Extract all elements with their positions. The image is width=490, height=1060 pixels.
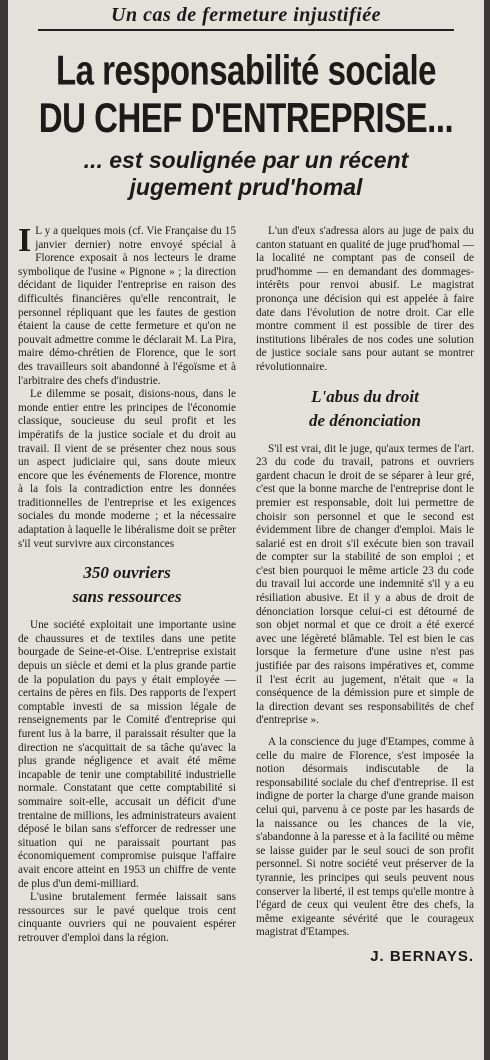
subheadline — [18, 147, 474, 201]
author-signature: J. BERNAYS. — [370, 947, 474, 965]
subhead-line-1: ... est soulignée par un récent — [83, 147, 409, 173]
paragraph-text: L y a quelques mois (cf. Vie Française du 15 janvier dernier) notre envoyé spécial à Florence exposait à nos lecteurs le drame symbolique de l'usine « Pignone » ; la direction décidant de liquider l'entreprise en raison des difficultés financières qu'elle rencontrait, le personnel répliquant que les fautes de gestion étaient la cause de cette fermeture et qu'on ne pouvait admettre comme le déclarait M. La Pira, maire démo-chrétien de Florence, que le sort des travailleurs soit abandonné à l'égoïsme et à l'arbitraire des chefs d'industrie. — [18, 225, 236, 387]
section-heading — [18, 561, 236, 609]
paragraph: L'usine brutalement fermée laissait sans ressources sur le pavé quelque trois cent cinquante ouvriers qui ne pouvaient espérer retrouver d'emploi dans la région. — [18, 891, 236, 944]
paragraph: Une société exploitait une importante usine de chaussures et de textiles dans une petite bourgade de Seine-et-Oise. L'entreprise existait depuis un siècle et demi et la plus grande partie de la population du pays y était employée — certains de pères en fils. Des rapports de l'expert comptable investi de sa mission légale de renseignements par le Comité d'entreprise qui furent lus à la barre, il paraissait résulter que la direction ne s'acquittait de sa tâche qu'avec la plus grande négligence et avait été même incapable de tenir une comptabilité industrielle normale. Constatant que cette comptabilité si sommaire soit-elle, accusait un déficit d'une trentaine de millions, les administrateurs avaient déposé le bilan sans s'efforcer de redresser une situation qui ne paraissait pourtant pas économiquement compromise puisque l'affaire avait encore atteint en 1953 un chiffre de vente de plus d'un demi-milliard. — [18, 619, 236, 890]
paragraph: L'un d'eux s'adressa alors au juge de paix du canton statuant en qualité de juge prud'homal — la localité ne comptant pas de conseil de prud'homme — en demandant des dommages-intérêts pour renvoi abusif. Le magistrat prononça une décision qui est appelée à faire date dans l'évolution de notre droit. Car elle montre comment il est possible de tirer des institutions libérales de nos codes une solution de justice sociale sans pour autant se montrer révolutionnaire. — [256, 225, 474, 373]
headline — [18, 47, 474, 142]
section-heading — [256, 385, 474, 433]
subhead-line-2: jugement prud'homal — [129, 174, 363, 200]
section-heading-line-1: 350 ouvriers — [83, 563, 171, 583]
section-heading-line-1: L'abus du droit — [311, 386, 419, 406]
kicker-title: Un cas de fermeture injustifiée — [111, 4, 381, 26]
paragraph — [18, 222, 236, 388]
kicker-rule — [38, 29, 454, 31]
paragraph: A la conscience du juge d'Etampes, comme à celle du maire de Florence, s'est imposée la notion désormais indiscutable de la responsabilité sociale du chef d'entreprise. Il est indigne de porter la charge d'une grande maison celui qui, parvenu à ce poste par les hasards de la naissance ou les chances de la vie, s'abandonne à la paresse et à la facilité ou même se laisse guider par le seul souci de son profit personnel. Si notre société veut préserver de la tyrannie, les principes qui seuls peuvent nous conserver la liberté, il est temps qu'elle montre à l'égard de ceux qui veulent être des chefs, la même exigeante sévérité que le courageux magistrat d'Etampes. — [256, 736, 474, 939]
section-heading-line-2: sans ressources — [72, 587, 182, 607]
right-column — [256, 225, 474, 964]
article-body — [18, 222, 474, 1060]
headline-line-1: La responsabilité sociale — [56, 47, 436, 94]
newspaper-page — [8, 0, 484, 1060]
section-heading-line-2: de dénonciation — [309, 410, 421, 430]
headline-line-2: DU CHEF D'ENTREPRISE... — [38, 94, 454, 141]
drop-cap: I — [18, 222, 32, 259]
left-column — [18, 222, 236, 946]
paragraph: Le dilemme se posait, disions-nous, dans le monde entier entre les principes de l'économie classique, soucieuse du seul profit et les impératifs de la justice sociale et du droit au travail. Il vient de se présenter chez nous sous un aspect judiciaire qui, sans doute mieux encore que les événements de Florence, montre à la fois la contradiction entre les données traditionnelles de l'entreprise et les exigences sociales du monde moderne ; et la nécessaire adaptation à laquelle le libéralisme doit se prêter s'il veut survivre aux circonstances — [18, 388, 236, 550]
paragraph: S'il est vrai, dit le juge, qu'aux termes de l'art. 23 du code du travail, patrons et ouvriers gardent chacun le droit de se séparer à leur gré, c'est que la bonne marche de l'entreprise dont le premier est responsable, doit lui permettre de choisir son personnel et que le second est évidemment libre de changer d'emploi. Mais le salarié est en droit s'il exécute bien son travail de compter sur la stabilité de son emploi ; et c'est bien pourquoi le même article 23 du code du travail lui accorde une indemnité s'il y a eu résiliation abusive. Et il y a abus de droit de dénonciation lorsque celui-ci est détourné de son objet normal et que ce droit a été exercé avec une légèreté blâmable. Tel est bien le cas lorsque la fermeture d'une usine n'est pas justifiée par des raisons impératives et, comme il l'est écrit au jugement, n'était que « la conséquence de la démission pure et simple de la direction devant ses responsabilités de chef d'entreprise ». — [256, 442, 474, 727]
